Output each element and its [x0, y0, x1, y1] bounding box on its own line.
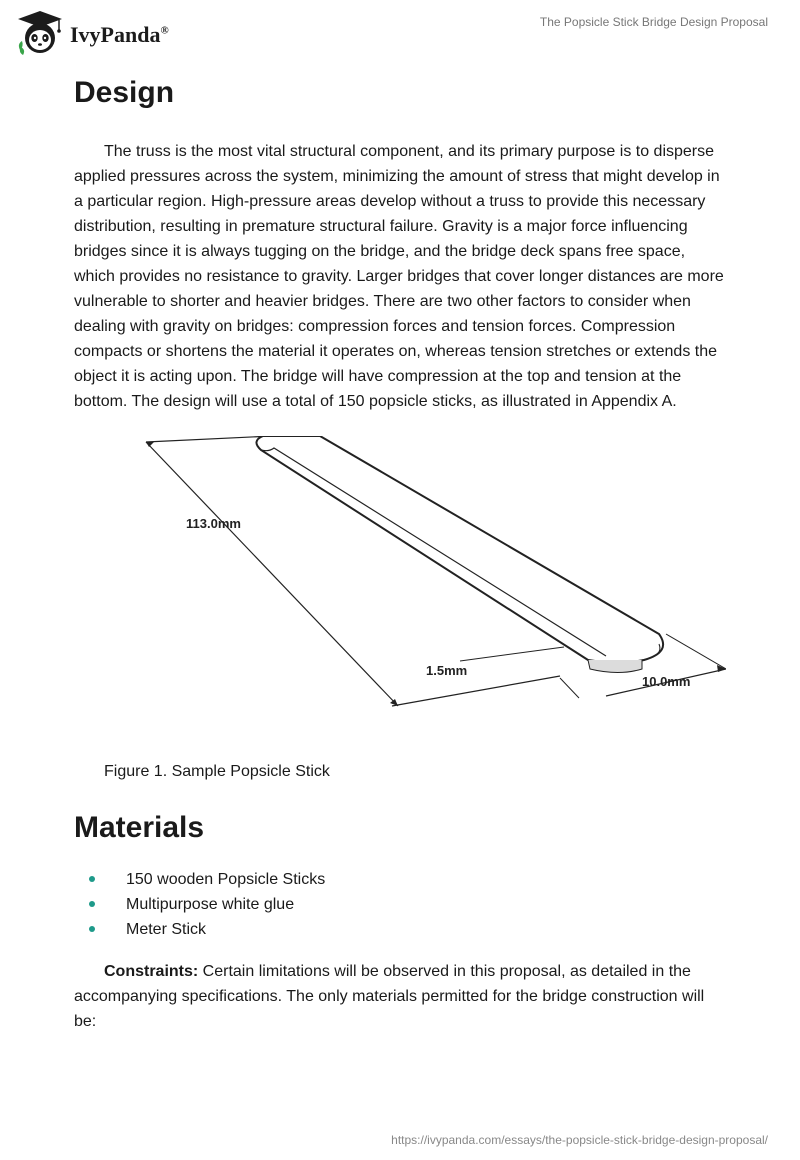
document-title: The Popsicle Stick Bridge Design Proposal — [539, 15, 768, 29]
panda-logo-icon — [14, 8, 66, 60]
source-url-link[interactable]: https://ivypanda.com/essays/the-popsicle-stick-bridge-design-proposal/ — [391, 1133, 768, 1147]
materials-list — [74, 867, 726, 942]
design-heading: Design — [74, 76, 175, 109]
article-body — [74, 72, 726, 1034]
materials-heading: Materials — [74, 811, 205, 844]
bullet-icon — [89, 901, 95, 907]
length-dimension-label: 113.0mm — [186, 516, 241, 531]
width-dimension-label: 10.0mm — [642, 674, 691, 689]
list-item: Meter Stick — [74, 917, 726, 942]
bullet-icon — [89, 926, 95, 932]
constraints-text: Certain limitations will be observed in this proposal, as detailed in the accompanying specifications. The only materials permitted for the bridge construction will be: — [74, 963, 705, 1030]
ivypanda-logo[interactable] — [14, 8, 169, 60]
page-header — [0, 0, 800, 70]
list-item: Multipurpose white glue — [74, 892, 726, 917]
popsicle-stick-diagram — [74, 436, 726, 741]
design-paragraph: The truss is the most vital structural component, and its primary purpose is to disperse applied pressures across the system, minimizing the amount of stress that might develop in a particular region. High-pressure areas develop without a truss to provide this necessary distribution, resulting in premature structural failure. Gravity is a major force influencing bridges since it is always tugging on the bridge, and the bridge deck spans free space, which provides no resistance to gravity. Larger bridges that cover longer distances are more vulnerable to shorter and heavier bridges. There are two other factors to consider when dealing with gravity on bridges: compression forces and tension forces. Compression compacts or shortens the material it operates on, whereas tension stretches or extends the object it is acting upon. The bridge will have compression at the top and tension at the bottom. The design will use a total of 150 popsicle sticks, as illustrated in Appendix A. — [74, 143, 724, 410]
popsicle-stick-figure — [74, 436, 726, 741]
thickness-dimension-label: 1.5mm — [426, 663, 468, 678]
constraints-label: Constraints: — [104, 963, 199, 980]
brand-name: IvyPanda® — [70, 22, 169, 47]
figure-caption: Figure 1. Sample Popsicle Stick — [104, 763, 330, 780]
bullet-icon — [89, 876, 95, 882]
constraints-paragraph — [74, 959, 726, 1034]
list-item: 150 wooden Popsicle Sticks — [74, 867, 726, 892]
